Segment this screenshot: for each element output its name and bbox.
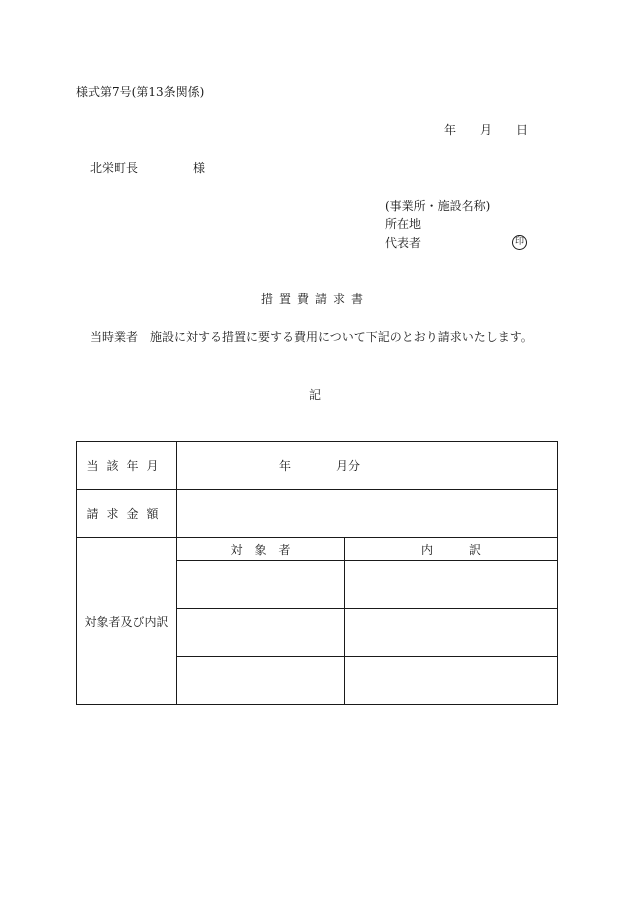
address-label: 所在地 <box>385 217 422 231</box>
date-year: 年 <box>444 123 457 137</box>
period-label: 当該年月 <box>77 442 177 490</box>
addressee-honorific: 様 <box>193 161 206 175</box>
amount-row <box>77 490 558 538</box>
addressee-name: 北栄町長 <box>90 161 139 175</box>
representative-label: 代表者 <box>385 236 422 250</box>
facility-name-label: (事業所・施設名称) <box>385 199 491 213</box>
subject-cell[interactable] <box>177 561 345 609</box>
subject-cell[interactable] <box>177 657 345 705</box>
details-label: 対象者及び内訳 <box>77 538 177 705</box>
period-year: 年 <box>279 459 292 473</box>
period-month: 月分 <box>336 459 361 473</box>
details-header-row <box>77 538 558 561</box>
form-number: 様式第7号(第13条関係) <box>76 85 205 99</box>
breakdown-cell[interactable] <box>345 561 558 609</box>
seal-mark: 印 <box>512 235 527 250</box>
addressee <box>90 161 205 175</box>
date-month: 月 <box>480 123 493 137</box>
period-value-cell[interactable] <box>177 442 558 490</box>
amount-value-cell[interactable] <box>177 490 558 538</box>
claim-table <box>76 441 558 705</box>
subject-cell[interactable] <box>177 609 345 657</box>
ki-heading: 記 <box>308 388 321 402</box>
breakdown-cell[interactable] <box>345 657 558 705</box>
breakdown-cell[interactable] <box>345 609 558 657</box>
period-row <box>77 442 558 490</box>
body-text: 当時業者 施設に対する措置に要する費用について下記のとおり請求いたします。 <box>90 330 533 344</box>
document-title: 措置費請求書 <box>260 292 369 306</box>
col-subject-header: 対 象 者 <box>177 538 345 561</box>
amount-label: 請求金額 <box>77 490 177 538</box>
date-line <box>444 123 528 137</box>
col-breakdown-header: 内 訳 <box>345 538 558 561</box>
date-day: 日 <box>516 123 529 137</box>
